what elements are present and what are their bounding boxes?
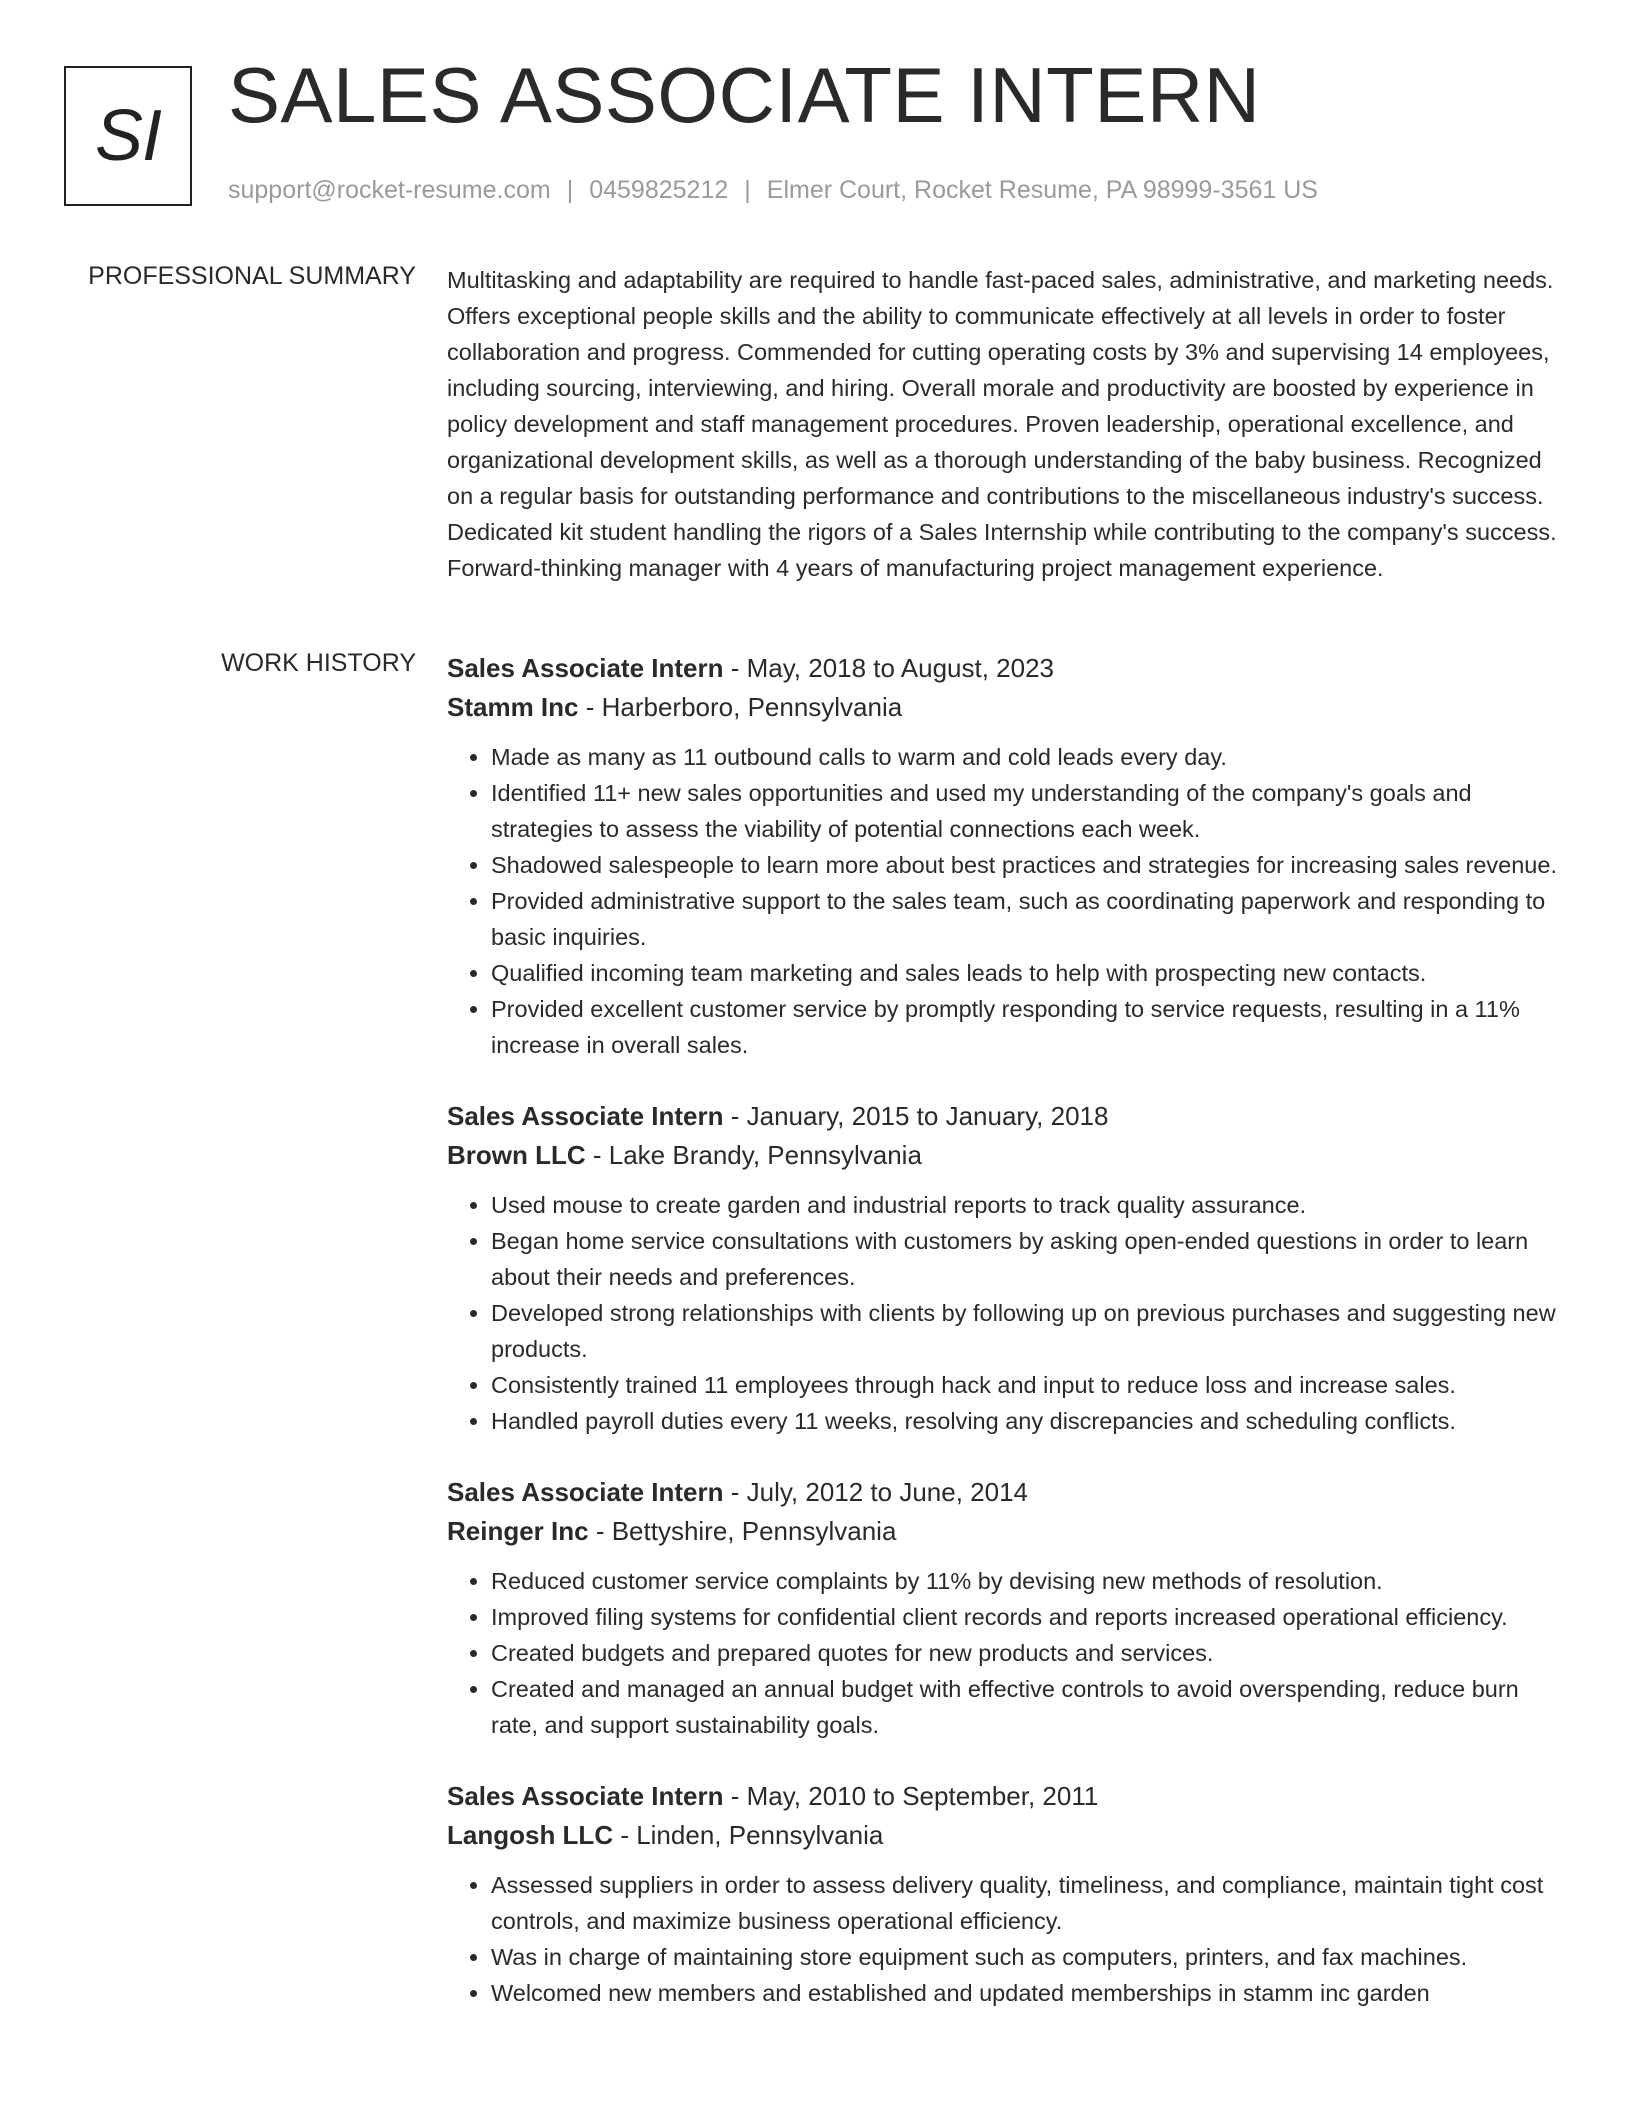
job-bullet: • Consistently trained 11 employees through hack and input to reduce loss and increase sales. — [491, 1367, 1567, 1403]
job-title: Sales Associate Intern — [447, 1101, 724, 1131]
job-bullet: • Improved filing systems for confidential client records and reports increased operational efficiency. — [491, 1599, 1567, 1635]
job-bullet: • Identified 11+ new sales opportunities and used my understanding of the company's goals and strategies to assess the viability of potential connections each week. — [491, 775, 1567, 847]
contact-line — [228, 176, 1318, 205]
employer-line — [447, 1511, 1567, 1551]
job-bullet: • Used mouse to create garden and industrial reports to track quality assurance. — [491, 1187, 1567, 1223]
employer-location: - Linden, Pennsylvania — [613, 1820, 884, 1850]
job-title-line — [447, 1473, 1567, 1511]
job-title-line — [447, 1777, 1567, 1815]
employer-line — [447, 1135, 1567, 1175]
contact-address: Elmer Court, Rocket Resume, PA 98999-3561 US — [766, 176, 1318, 204]
job-title: Sales Associate Intern — [447, 653, 724, 683]
job-dates: - May, 2010 to September, 2011 — [723, 1781, 1099, 1811]
employer-name: Reinger Inc — [447, 1516, 589, 1546]
job-title-line — [447, 649, 1567, 687]
job-entry — [447, 1473, 1567, 1743]
job-bullet-list — [447, 1187, 1567, 1439]
contact-separator: | — [744, 176, 751, 204]
employer-location: - Harberboro, Pennsylvania — [578, 692, 903, 722]
job-bullet: • Began home service consultations with customers by asking open-ended questions in order to learn about their needs and preferences. — [491, 1223, 1567, 1295]
employer-name: Langosh LLC — [447, 1820, 614, 1850]
job-bullet: • Created budgets and prepared quotes for new products and services. — [491, 1635, 1567, 1671]
employer-location: - Bettyshire, Pennsylvania — [588, 1516, 897, 1546]
job-bullet: • Shadowed salespeople to learn more about best practices and strategies for increasing sales revenue. — [491, 847, 1567, 883]
contact-separator: | — [566, 176, 574, 204]
job-dates: - January, 2015 to January, 2018 — [723, 1101, 1109, 1131]
job-title: Sales Associate Intern — [447, 1477, 724, 1507]
job-entry — [447, 649, 1567, 1063]
job-bullet: • Provided excellent customer service by promptly responding to service requests, resulting in a 11% increase in overall sales. — [491, 991, 1567, 1063]
job-bullet: • Welcomed new members and established and updated memberships in stamm inc garden — [491, 1975, 1567, 2011]
summary-heading: PROFESSIONAL SUMMARY — [88, 262, 416, 290]
employer-location: - Lake Brandy, Pennsylvania — [585, 1140, 922, 1170]
job-bullet-list — [447, 739, 1567, 1063]
job-bullet: • Was in charge of maintaining store equipment such as computers, printers, and fax machines. — [491, 1939, 1567, 1975]
employer-line — [447, 687, 1567, 727]
job-bullet: • Developed strong relationships with clients by following up on previous purchases and suggesting new products. — [491, 1295, 1567, 1367]
employer-name: Brown LLC — [447, 1140, 586, 1170]
monogram-text: SI — [94, 96, 162, 176]
job-bullet: • Reduced customer service complaints by 11% by devising new methods of resolution. — [491, 1563, 1567, 1599]
contact-phone[interactable]: 0459825212 — [589, 176, 729, 204]
job-dates: - July, 2012 to June, 2014 — [723, 1477, 1028, 1507]
resume-title: SALES ASSOCIATE INTERN — [228, 51, 1261, 139]
contact-email[interactable]: support@rocket-resume.com — [228, 176, 551, 204]
monogram-badge — [64, 66, 192, 206]
job-bullet: • Created and managed an annual budget with effective controls to avoid overspending, reduce burn rate, and support sustainability goals. — [491, 1671, 1567, 1743]
job-bullet: • Provided administrative support to the sales team, such as coordinating paperwork and responding to basic inquiries. — [491, 883, 1567, 955]
employer-name: Stamm Inc — [447, 692, 579, 722]
summary-body — [447, 262, 1567, 586]
job-bullet-list — [447, 1563, 1567, 1743]
job-bullet: • Assessed suppliers in order to assess delivery quality, timeliness, and compliance, maintain tight cost controls, and maximize business operational efficiency. — [491, 1867, 1567, 1939]
employer-line — [447, 1815, 1567, 1855]
work-history-body — [447, 649, 1567, 2045]
work-history-heading: WORK HISTORY — [221, 649, 416, 677]
job-bullet-list — [447, 1867, 1567, 2011]
job-entry — [447, 1097, 1567, 1439]
job-dates: - May, 2018 to August, 2023 — [723, 653, 1055, 683]
summary-text: Multitasking and adaptability are required to handle fast-paced sales, administrative, and marketing needs. Offers exceptional people skills and the ability to communicate effectively at all levels in order to foster collaboration and progress. Commended for cutting operating costs by 3% and supervising 14 employees, including sourcing, interviewing, and hiring. Overall morale and productivity are boosted by experience in policy development and staff management procedures. Proven leadership, operational excellence, and organizational development skills, as well as a thorough understanding of the baby business. Recognized on a regular basis for outstanding performance and contributions to the miscellaneous industry's success. Dedicated kit student handling the rigors of a Sales Internship while contributing to the company's success. Forward-thinking manager with 4 years of manufacturing project management experience. — [447, 267, 1557, 581]
job-title-line — [447, 1097, 1567, 1135]
job-bullet: • Made as many as 11 outbound calls to warm and cold leads every day. — [491, 739, 1567, 775]
job-title: Sales Associate Intern — [447, 1781, 724, 1811]
job-bullet: • Qualified incoming team marketing and sales leads to help with prospecting new contacts. — [491, 955, 1567, 991]
job-bullet: • Handled payroll duties every 11 weeks, resolving any discrepancies and scheduling conflicts. — [491, 1403, 1567, 1439]
job-entry — [447, 1777, 1567, 2011]
